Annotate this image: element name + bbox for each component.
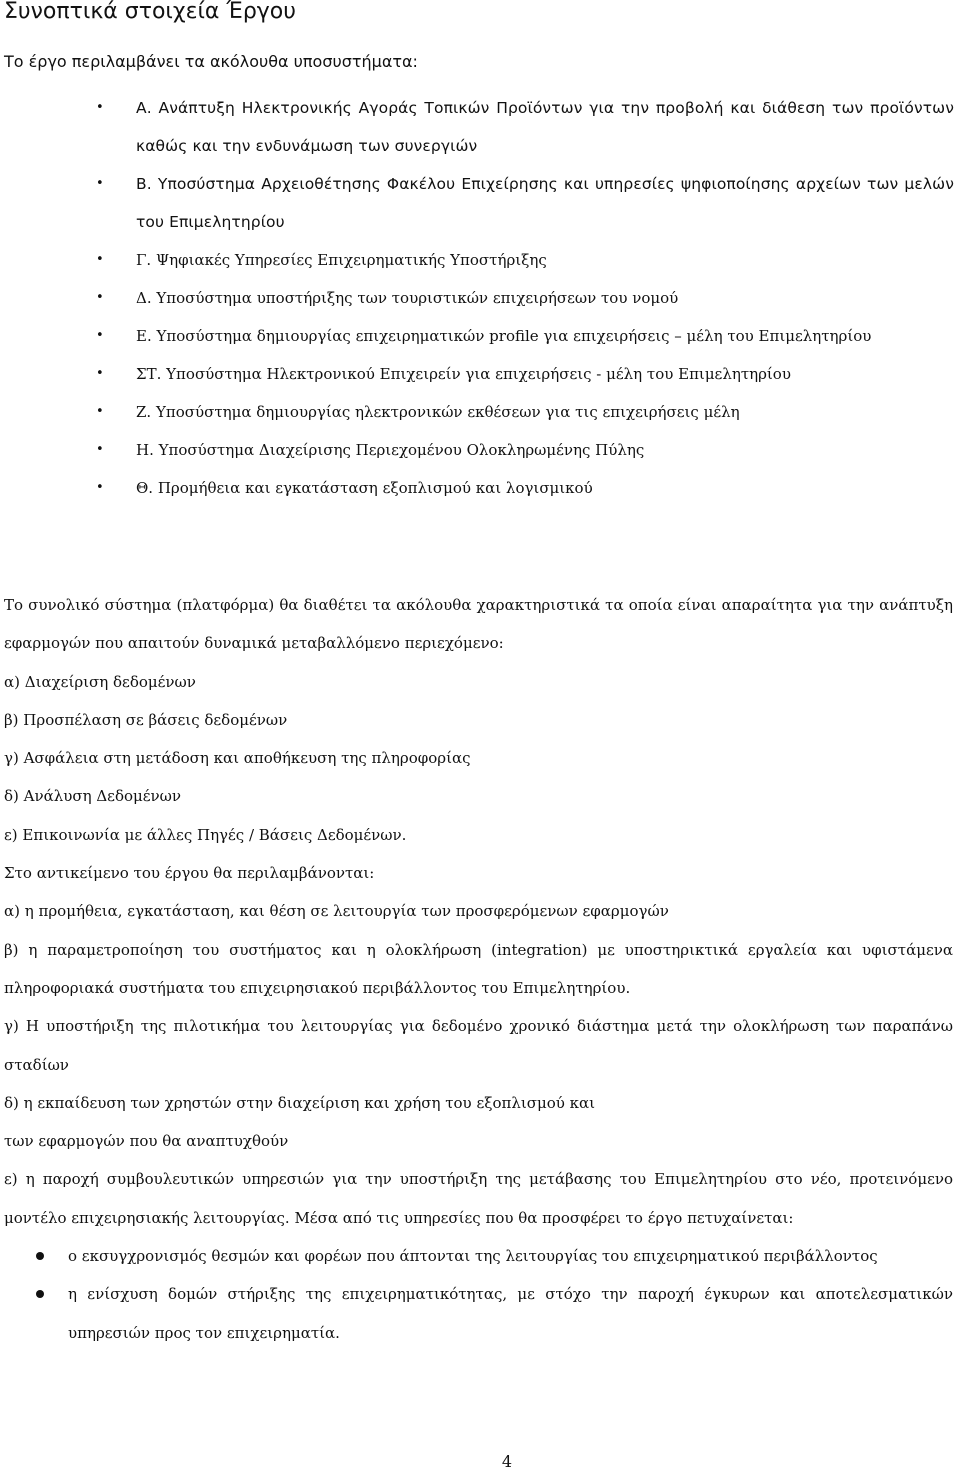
list-item (0, 279, 960, 317)
page-number: 4 (501, 1452, 513, 1471)
subsystem-text: ΣΤ. Υποσύστημα Ηλεκτρονικού Επιχειρείν για επιχειρήσεις - μέλη του Επιμελητηρίου (136, 365, 791, 383)
list-item (4, 1275, 953, 1352)
bullet-icon: • (96, 442, 104, 457)
platform-intro: Το συνολικό σύστημα (πλατφόρμα) θα διαθέτει τα ακόλουθα χαρακτηριστικά τα οποία είναι απαραίτητα για την ανάπτυξη εφαρμογών που απαιτούν δυναμικά μεταβαλλόμενο περιεχόμενο: (4, 596, 953, 653)
bullet-icon: • (96, 100, 104, 115)
subsystem-text: Ζ. Υποσύστημα δημιουργίας ηλεκτρονικών εκθέσεων για τις επιχειρήσεις μέλη (136, 403, 740, 421)
bullet-icon: • (96, 290, 104, 305)
feature-item: α) Διαχείριση δεδομένων (4, 672, 196, 691)
bullet-icon (36, 1252, 44, 1260)
subsystems-intro: Το έργο περιλαμβάνει τα ακόλουθα υποσυστήματα: (4, 52, 418, 71)
list-item (0, 469, 960, 507)
benefit-text: ο εκσυγχρονισμός θεσμών και φορέων που άπτονται της λειτουργίας του επιχειρηματικού περιβάλλοντος (68, 1247, 878, 1266)
list-item (4, 1237, 953, 1275)
bullet-icon (36, 1290, 44, 1298)
scope-item: γ) Η υποστήριξη της πιλοτικήμα του λειτουργίας για δεδομένο χρονικό διάστημα μετά την ολοκλήρωση των παραπάνω σταδίων (4, 1017, 953, 1074)
feature-item: ε) Επικοινωνία με άλλες Πηγές / Βάσεις Δεδομένων. (4, 825, 407, 844)
feature-item: γ) Ασφάλεια στη μετάδοση και αποθήκευση της πληροφορίας (4, 749, 471, 768)
list-item (0, 355, 960, 393)
bullet-icon: • (96, 252, 104, 267)
bullet-icon: • (96, 404, 104, 419)
scope-item: β) η παραμετροποίηση του συστήματος και η ολοκλήρωση (integration) με υποστηρικτικά εργαλεία και υφιστάμενα πληροφοριακά συστήματα του επιχειρησιακού περιβάλλοντος του Επιμελητηρίου. (4, 940, 953, 997)
benefit-text: η ενίσχυση δομών στήριξης της επιχειρηματικότητας, με στόχο την παροχή έγκυρων και αποτελεσματικών υπηρεσιών προς τον επιχειρηματία. (68, 1285, 953, 1342)
subsystem-text: Γ. Ψηφιακές Υπηρεσίες Επιχειρηματικής Υποστήριξης (136, 251, 547, 269)
scope-intro: Στο αντικείμενο του έργου θα περιλαμβάνονται: (4, 864, 375, 883)
subsystem-text: Α. Ανάπτυξη Ηλεκτρονικής Αγοράς Τοπικών Προϊόντων για την προβολή και διάθεση των προϊόντων καθώς και την ενδυνάμωση των συνεργιών (136, 99, 954, 155)
bullet-icon: • (96, 176, 104, 191)
scope-item: α) η προμήθεια, εγκατάσταση, και θέση σε λειτουργία των προσφερόμενων εφαρμογών (4, 902, 669, 921)
benefits-list (4, 1237, 953, 1352)
list-item (0, 89, 960, 165)
subsystem-text: Ε. Υποσύστημα δημιουργίας επιχειρηματικών profile για επιχειρήσεις – μέλη του Επιμελητηρίου (136, 327, 872, 345)
list-item (0, 317, 960, 355)
scope-item: δ) η εκπαίδευση των χρηστών στην διαχείριση και χρήση του εξοπλισμού και (4, 1093, 596, 1112)
bullet-icon: • (96, 366, 104, 381)
bullet-icon: • (96, 480, 104, 495)
scope-item: ε) η παροχή συμβουλευτικών υπηρεσιών για την υποστήριξη της μετάβασης του Επιμελητηρίου στο νέο, προτεινόμενο μοντέλο επιχειρησιακής λειτουργίας. Μέσα από τις υπηρεσίες που θα προσφέρει το έργο πετυχαίνεται: (4, 1170, 953, 1227)
page-title: Συνοπτικά στοιχεία Έργου (4, 0, 296, 24)
feature-item: β) Προσπέλαση σε βάσεις δεδομένων (4, 710, 288, 729)
scope-item: των εφαρμογών που θα αναπτυχθούν (4, 1132, 289, 1151)
feature-item: δ) Ανάλυση Δεδομένων (4, 787, 182, 806)
subsystems-list (0, 89, 960, 507)
list-item (0, 431, 960, 469)
subsystem-text: Η. Υποσύστημα Διαχείρισης Περιεχομένου Ολοκληρωμένης Πύλης (136, 441, 645, 459)
subsystem-text: Δ. Υποσύστημα υποστήριξης των τουριστικών επιχειρήσεων του νομού (136, 289, 679, 307)
subsystem-text: Θ. Προμήθεια και εγκατάσταση εξοπλισμού και λογισμικού (136, 479, 593, 497)
subsystem-text: Β. Υποσύστημα Αρχειοθέτησης Φακέλου Επιχείρησης και υπηρεσίες ψηφιοποίησης αρχείων των μελών του Επιμελητηρίου (136, 175, 954, 231)
list-item (0, 393, 960, 431)
bullet-icon: • (96, 328, 104, 343)
list-item (0, 241, 960, 279)
body-text (4, 586, 953, 1352)
list-item (0, 165, 960, 241)
